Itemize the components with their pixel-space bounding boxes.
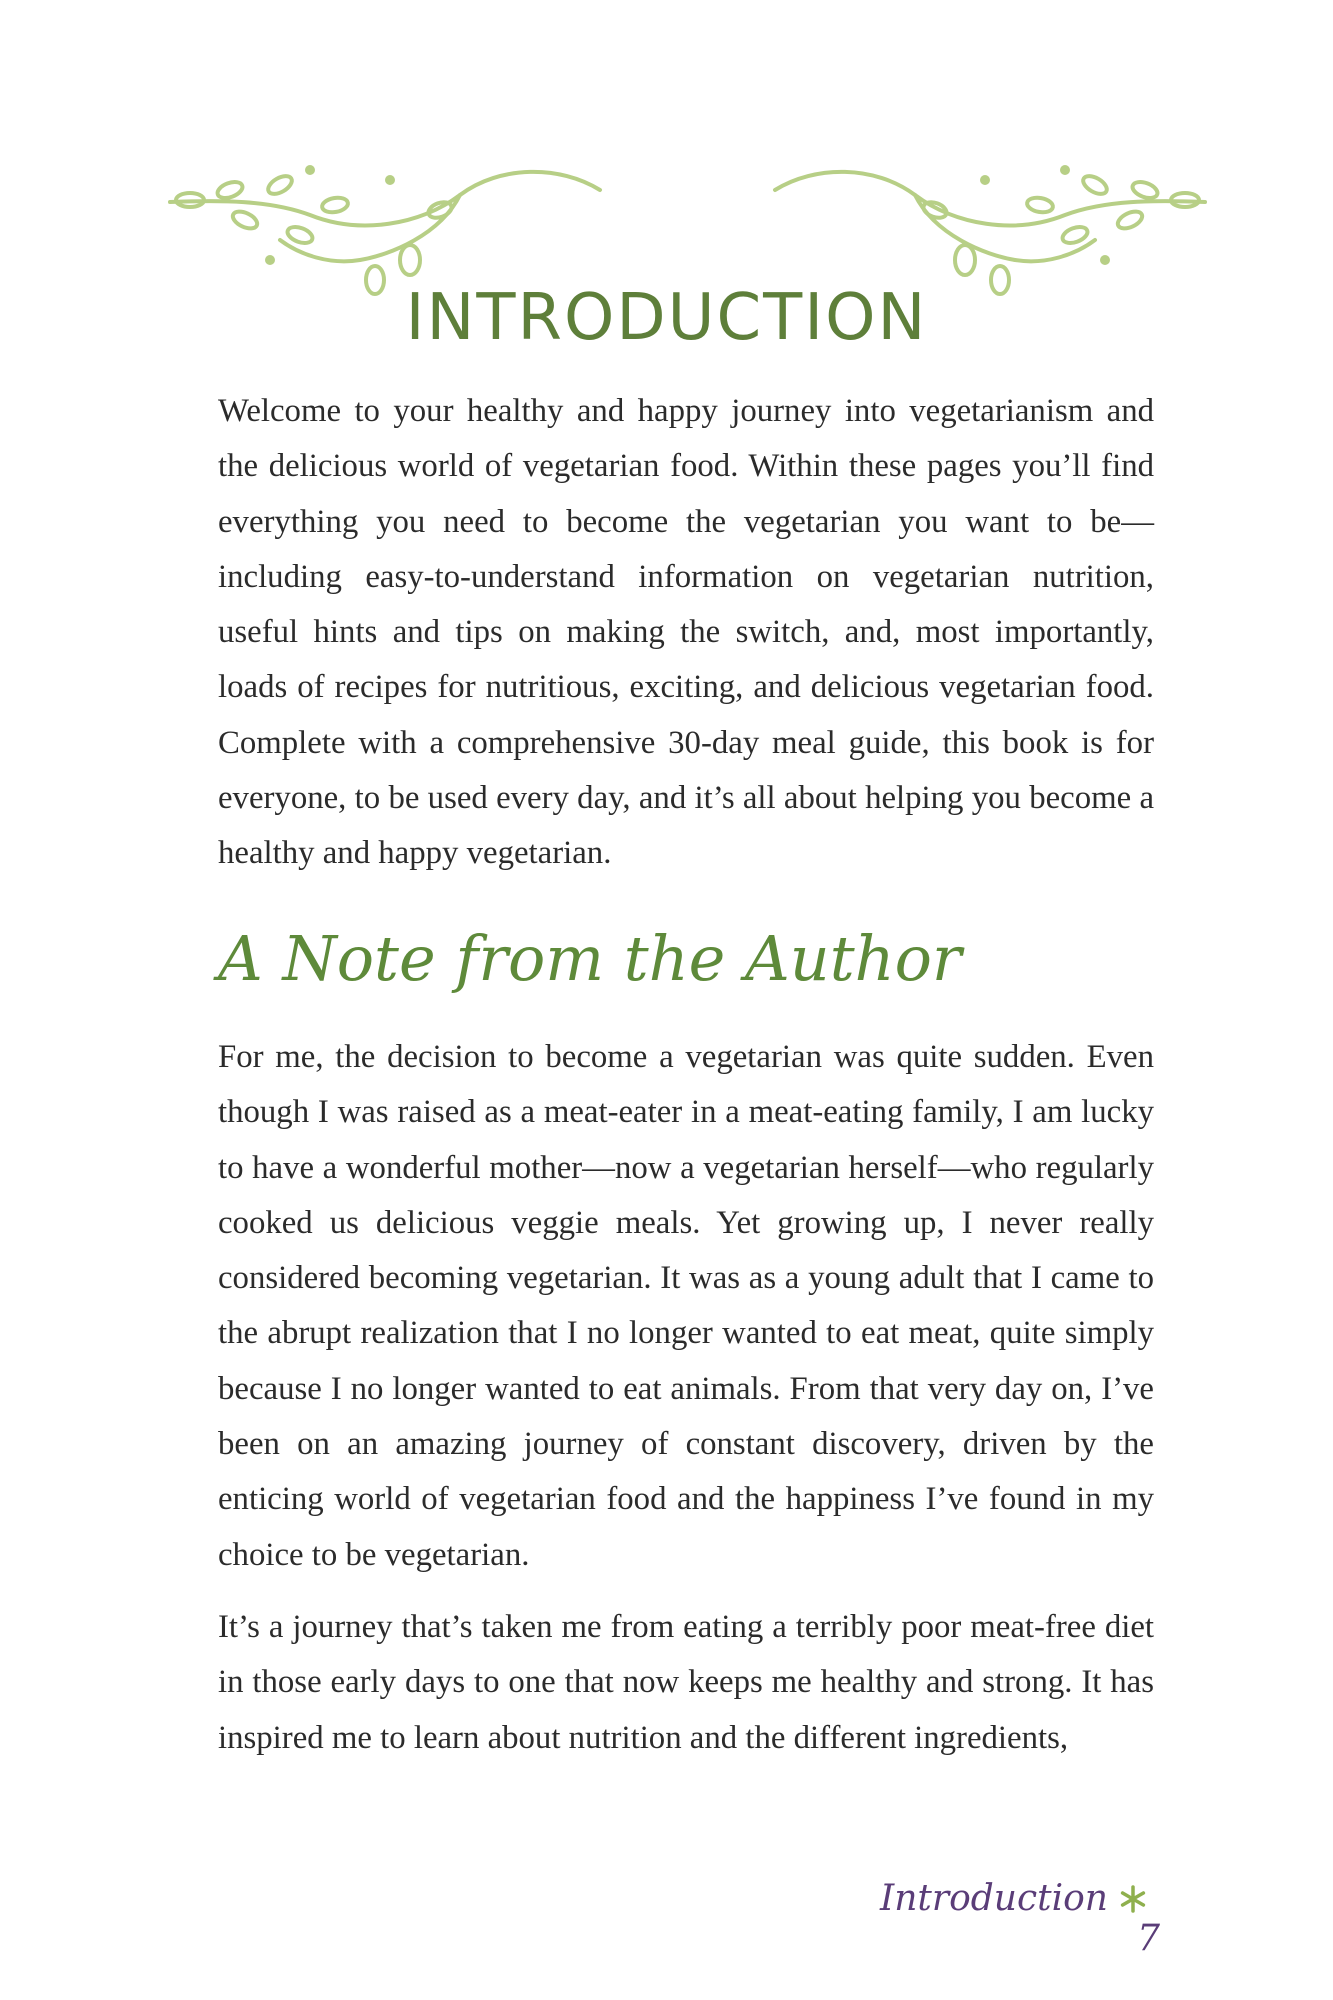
right-vine-ornament	[765, 160, 1215, 300]
page-number: 7	[1137, 1918, 1160, 1959]
author-note-paragraph: For me, the decision to become a vegetarian was quite sudden. Even though I was raised as a meat-eater in a meat-eating family, I am lucky to have a wonderful mother—now a vegetarian herself—who regularly cooked us delicious veggie meals. Yet growing up, I never really considered becoming vegetarian. It was as a young adult that I came to the abrupt realization that I no longer wanted to eat meat, quite simply because I no longer wanted to eat animals. From that very day on, I’ve been on an amazing journey of constant discovery, driven by the enticing world of vegetarian food and the happiness I’ve found in my choice to be vegetarian.	[218, 1039, 1154, 1573]
footer-section-label: Introduction	[880, 1878, 1108, 1919]
page-title: INTRODUCTION	[405, 281, 928, 355]
intro-paragraph: Welcome to your healthy and happy journey into vegetarianism and the delicious world of vegetarian food. Within these pages you’ll find everything you need to become the vegetarian you want to be—including easy-to-understand information on vegetarian nutrition, useful hints and tips on making the switch, and, most importantly, loads of recipes for nutritious, exciting, and delicious vegetarian food. Complete with a comprehensive 30-day meal guide, this book is for everyone, to be used every day, and it’s all about helping you become a healthy and happy vegetarian.	[218, 393, 1154, 872]
left-vine-ornament	[160, 160, 610, 300]
continuation-paragraph: It’s a journey that’s taken me from eating a terribly poor meat-free diet in those early days to one that now keeps me healthy and strong. It has inspired me to learn about nutrition and the different ingredients,	[218, 1609, 1154, 1756]
page-footer	[880, 1880, 1160, 1957]
asterisk-flower-icon	[1118, 1884, 1148, 1920]
section-subheading: A Note from the Author	[218, 922, 962, 995]
